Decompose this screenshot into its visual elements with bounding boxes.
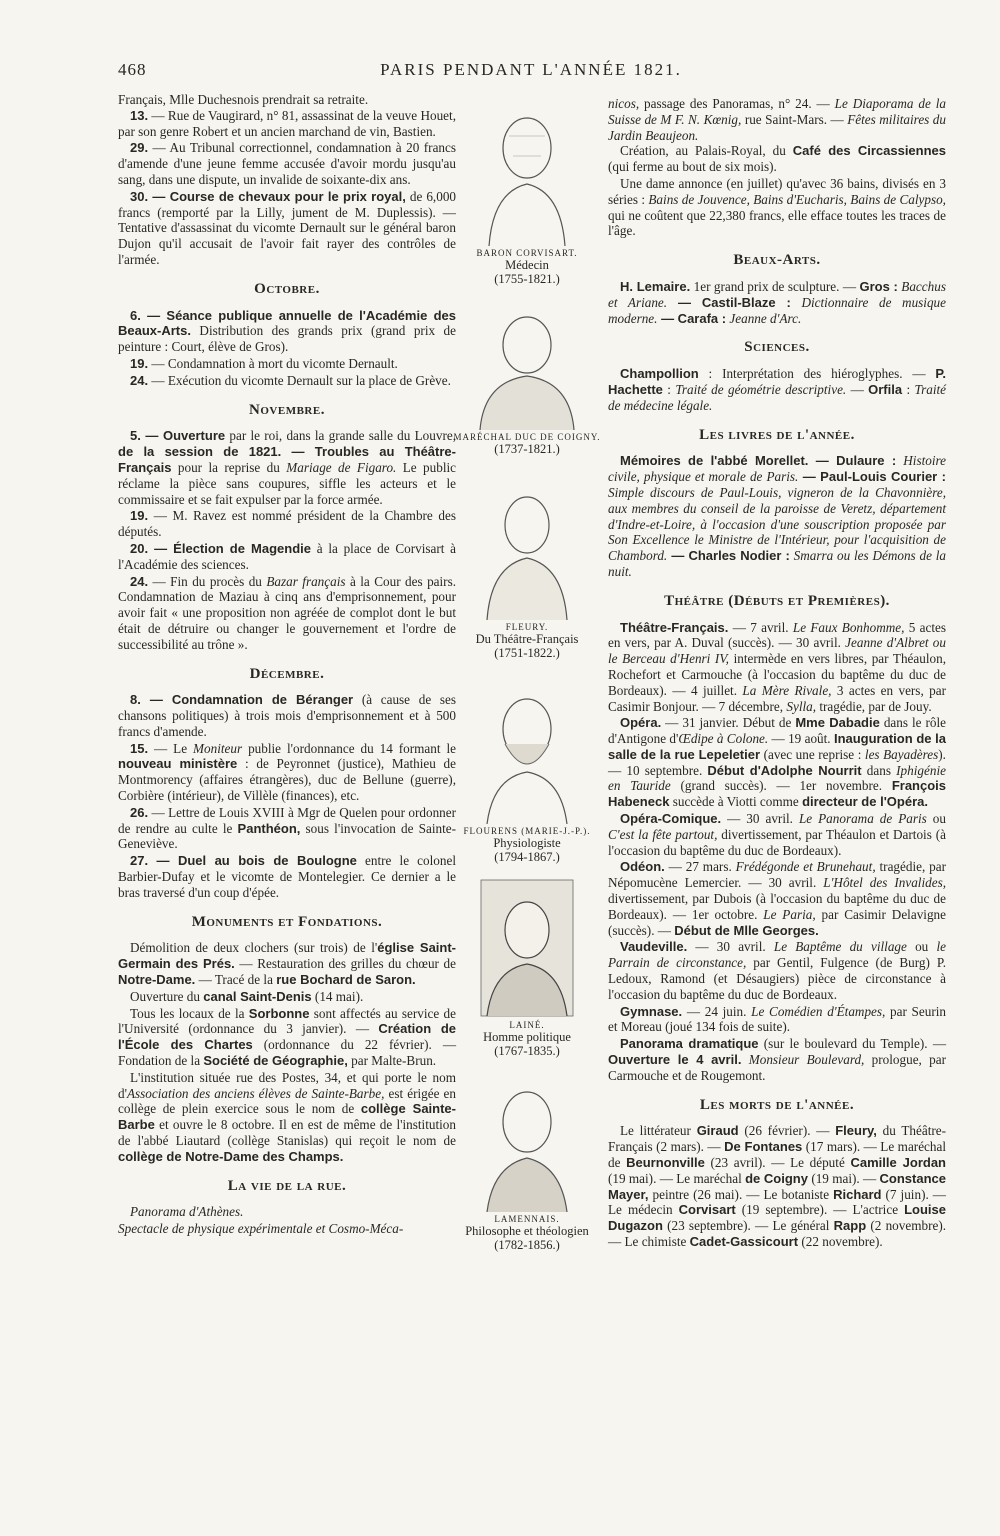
entry-text: 3 actes en vers, par Casimir Bonjour. — 7 décembre, [608, 682, 946, 714]
entry-bold: Café des Circassiennes [792, 143, 947, 159]
portrait-role: Homme politique [483, 1030, 571, 1044]
portrait [452, 674, 602, 864]
entry-bold: — Castil-Blaze : [667, 294, 791, 310]
entry: Panorama d'Athènes. [130, 1204, 244, 1220]
portrait-dates: (1755-1821.) [494, 272, 560, 286]
entry-italic: Le Faux Bonhomme, [792, 619, 905, 635]
left-column [118, 92, 456, 1237]
portrait-dates: (1782-1856.) [494, 1238, 560, 1252]
entry-text: par Malte-Brun. [347, 1053, 437, 1069]
entry-text: Démolition de deux clochers (sur trois) de l' [130, 940, 378, 956]
entry [608, 176, 946, 239]
entry [608, 96, 946, 143]
entry-text: dans le rôle d'Antigone d' [608, 715, 946, 747]
entry-bold: François Habeneck [608, 778, 947, 810]
entry-text: (avec une reprise : [760, 746, 865, 762]
entry-italic: Moniteur [193, 740, 243, 756]
entry-bold: Louise Dugazon [608, 1202, 946, 1234]
entry [608, 811, 946, 858]
portrait-role: Du Théâtre-Français [475, 632, 579, 646]
entry-text: est érigée en collège de plein exercice sous le nom de [118, 1085, 456, 1117]
entry-text: (23 septembre). — Le général [662, 1218, 834, 1234]
entry-date: 30. [130, 188, 149, 204]
portrait [452, 470, 602, 660]
entry-date: 15. [130, 740, 149, 756]
entry [118, 692, 456, 739]
entry-text: — [846, 381, 869, 397]
entry-italic: La Mère Rivale, [742, 682, 832, 698]
entry-bold: — Ouverture [140, 428, 226, 444]
entry-italic: Le Comédien d'Étampes, [751, 1003, 886, 1019]
entry [118, 108, 456, 140]
entry-text: (qui ferme au bout de six mois). [608, 159, 777, 175]
entry-date: 26. [130, 804, 149, 820]
page-number: 468 [118, 60, 147, 79]
portrait-dates: (1737-1821.) [494, 442, 560, 456]
entry-bold: Opéra. [620, 715, 662, 731]
entry-bold: Panthéon, [237, 820, 301, 836]
entry [608, 143, 946, 175]
entry [118, 853, 456, 900]
entry [118, 428, 456, 507]
entry-text: qui ne coûtent que 22,380 francs, elle efface toutes les traces de l'âge. [608, 207, 946, 239]
section-heading-beaux-arts: Beaux-Arts. [733, 252, 821, 269]
entry [608, 453, 946, 579]
entry-italic: Œdipe à Colone. [678, 731, 769, 747]
entry-text: par Seurin et Moreau (joué 134 fois de suite). [608, 1003, 946, 1035]
entry-text: par Casimir Delavigne (succès). — [608, 906, 946, 938]
entry-text: (26 février). — [738, 1123, 836, 1139]
entry-bold: — Élection de Magendie [148, 540, 311, 556]
entry-bold: Début d'Adolphe Nourrit [707, 762, 862, 778]
entry-text: (23 avril). — Le député [704, 1155, 851, 1171]
entry-italic: Jeanne d'Albret ou le Berceau d'Henri IV, [608, 635, 946, 667]
entry-text: — Rue de Vaugirard, n° 81, assassinat de la veuve Houet, par son genre Robert et un ancien marchand de vin, Bastien. [118, 107, 456, 139]
section-heading-novembre: Novembre. [249, 401, 325, 418]
entry-text: — Restauration des grilles du chœur de [234, 956, 456, 972]
entry-bold: directeur de l'Opéra. [802, 794, 928, 810]
entry [118, 805, 456, 852]
entry-italic: Simple discours de Paul-Louis, vigneron de la Chavonnière, aux membres du conseil de la paroisse de Veretz, département d'Indre-et-Loire, à l'occasion d'une souscription proposée par Son Excellence le Ministre de l'Intérieur, pour l'acquisition de Chambord. [608, 484, 946, 564]
section-heading-theatre: Théâtre (Débuts et Premières). [664, 592, 890, 609]
entry-italic: Jeanne d'Arc. [726, 310, 802, 326]
entry-text: (7 juin). — Le médecin [608, 1186, 946, 1218]
entry-bold: de la session de 1821. — Troubles au Théâtre-Français [118, 444, 456, 475]
portrait-engraving [477, 674, 577, 824]
entry-text: ou [926, 811, 946, 827]
entry-text: : [662, 381, 676, 397]
entry-bold: Notre-Dame. [118, 972, 196, 988]
entry-text: — 19 août. [768, 731, 834, 747]
entry [608, 1004, 946, 1036]
entry-text: — Tracé de la [195, 972, 277, 988]
portrait-role: Philosophe et théologien [465, 1224, 589, 1238]
portrait-engraving [472, 300, 582, 430]
entry-bold: — Condamnation de Béranger [140, 692, 354, 708]
entry-bold: Société de Géographie, [203, 1053, 348, 1069]
entry-text: Tous les locaux de la [130, 1005, 249, 1021]
entry-bold: Constance Mayer, [608, 1170, 946, 1202]
portrait [452, 300, 602, 456]
entry-date: 24. [130, 573, 149, 589]
entry-text: sous l'invocation de Sainte-Geneviève. [118, 820, 457, 852]
entry-text: du Théâtre-Français (2 mars). — [608, 1123, 947, 1155]
entry-text: ). — 10 septembre. [608, 746, 946, 778]
entry-date: 27. [130, 853, 149, 869]
section-heading-sciences: Sciences. [744, 339, 810, 356]
portrait [452, 878, 602, 1058]
entry-italic: Histoire civile, physique et morale de Paris. [608, 453, 946, 485]
entry-text: Distribution des grands prix (grand prix de peinture : Court, élève de Gros). [118, 323, 456, 355]
entry-italic: Le Diaporama de la Suisse de M F. N. Kœnig, [608, 96, 946, 127]
entry-text: — M. Ravez est nommé président de la Chambre des députés. [118, 508, 456, 540]
entry-bold: Beurnonville [626, 1155, 705, 1171]
entry-bold: nouveau ministère [118, 756, 238, 772]
entry-bold: — Course de chevaux pour le prix royal, [148, 188, 406, 204]
entry-bold: — Charles Nodier : [667, 548, 790, 564]
entry [608, 366, 946, 413]
entry-text: intermède en vers libres, par Théaulon, Rochefort et Carmouche (à l'occasion du baptême du duc de Bordeaux). — 4 juillet. [608, 651, 947, 698]
entry-bold: — Duel au bois de Boulogne [148, 853, 357, 869]
entry-bold: Odéon. [620, 859, 665, 875]
entry-italic: Frédégonde et Brunehaut, [735, 859, 876, 875]
entry-date: 19. [130, 355, 149, 371]
portrait-role: Physiologiste [493, 836, 561, 850]
entry [608, 279, 946, 326]
entry [118, 940, 456, 987]
right-column [608, 96, 946, 1251]
entry-bold: Mémoires de l'abbé Morellet. — Dulaure : [620, 453, 897, 469]
entry-text: (19 mai). — [807, 1170, 880, 1186]
entry-bold: Cadet-Gassicourt [689, 1234, 799, 1249]
section-heading-monuments: Monuments et Fondations. [191, 913, 383, 930]
entry [118, 574, 456, 653]
entry [118, 373, 456, 389]
entry-italic: Le Baptême du village [773, 939, 907, 955]
entry-bold: Fleury, [835, 1123, 877, 1139]
entry [118, 356, 456, 372]
portrait-engraving [477, 1072, 577, 1212]
entry-bold: — Paul-Louis Courier : [798, 469, 946, 485]
entry-bold: Rapp [833, 1218, 867, 1234]
entry-bold: H. Lemaire. [620, 278, 691, 294]
entry-bold: — Séance publique annuelle de l'Académie des Beaux-Arts. [118, 307, 456, 339]
entry-bold: Panorama dramatique [620, 1036, 759, 1052]
entry-bold: Orfila [868, 381, 903, 397]
section-heading-decembre: Décembre. [249, 665, 325, 682]
entry-bold: Corvisart [678, 1202, 736, 1218]
entry [118, 1006, 456, 1069]
entry-text: — 30 avril. [687, 939, 774, 955]
entry-bold: P. Hachette [608, 366, 946, 397]
entry-italic: Dictionnaire de musique moderne. [608, 294, 947, 326]
entry-text: succède à Viotti comme [669, 794, 803, 810]
entry-text: — Exécution du vicomte Dernault sur la place de Grève. [148, 372, 451, 388]
portrait-engraving [479, 96, 575, 246]
entry-text: Création, au Palais-Royal, du [620, 143, 793, 159]
entry-text: Le littérateur [620, 1123, 697, 1139]
entry-text: : [902, 381, 915, 397]
entry-italic: Smarra ou les Démons de la nuit. [608, 548, 946, 579]
entry-bold: Opéra-Comique. [620, 811, 722, 827]
entry [608, 939, 946, 1002]
entry-bold: Gros : [859, 278, 898, 294]
entry-bold: — Carafa : [657, 310, 727, 326]
entry-text: (à cause de ses chansons politiques) à trois mois d'emprisonnement et à 500 francs d'amende. [118, 692, 456, 739]
entry [118, 189, 456, 268]
entry-italic: Bazar français [266, 573, 346, 589]
portrait-column [452, 96, 602, 1266]
entry-bold: Richard [833, 1186, 882, 1202]
portrait [452, 1072, 602, 1252]
portrait-dates: (1751-1822.) [494, 646, 560, 660]
entry-text: 1er grand prix de sculpture. — [690, 278, 860, 294]
entry-text: par Gentil, Fulgence (de Burg) P. Ledoux, Ramond (et Désaugiers) pièce de circonstance à l'occasion du baptême du duc de Bordeaux. [608, 955, 946, 1002]
entry-text: — Condamnation à mort du vicomte Dernault. [148, 355, 398, 371]
portrait-name: FLOURENS (MARIE-J.-P.). [463, 826, 591, 836]
page-header [118, 60, 944, 84]
entry-text: entre le colonel Barbier-Dufay et le vicomte de Montelegier. Ce dernier a le bras traversé d'un coup d'épée. [118, 853, 456, 900]
entry-bold: Mme Dabadie [795, 715, 880, 731]
entry-text: (sur le boulevard du Temple). — [758, 1036, 947, 1052]
entry-text: — 24 juin. [682, 1003, 752, 1019]
entry-text: (17 mars). — Le maréchal de [608, 1139, 947, 1171]
entry-text: publie l'ordonnance du 14 formant le [242, 740, 456, 756]
entry-bold: Inauguration de la salle de la rue Lepeletier [608, 731, 946, 762]
entry-text: ou [906, 939, 937, 955]
entry-text: dans [861, 762, 897, 778]
entry-text: — 27 mars. [664, 859, 736, 875]
entry-text: (grand succès). — 1er novembre. [670, 778, 892, 794]
entry-text: prologue, par Carmouche et de Rougemont. [608, 1052, 946, 1083]
entry-italic: Le Panorama de Paris [798, 811, 927, 827]
entry-bold: De Fontanes [724, 1139, 803, 1155]
entry-italic: Sylla, [786, 698, 817, 714]
entry-bold: église Saint-Germain des Prés. [118, 940, 457, 972]
entry-text: pour la reprise du [171, 459, 287, 475]
entry-date: 8. [130, 692, 141, 708]
section-heading-rue: La vie de la rue. [227, 1177, 347, 1194]
entry-bold: Gymnase. [620, 1003, 683, 1019]
entry-text: à la Cour des pairs. Condamnation de Maziau à cinq ans d'emprisonnement, pour avoir fait « une proposition non agréée de complot dont le but était de détruire ou changer le gouvernement et l'ordre de successibilité au trône ». [118, 573, 456, 652]
entry-italic: Fêtes militaires du Jardin Beaujeon. [608, 111, 946, 143]
entry-text: par le roi, dans la grande salle du Louvre, [225, 428, 457, 444]
entry-text: (22 novembre). [798, 1234, 883, 1249]
entry-bold: Sorbonne [248, 1005, 310, 1021]
portrait-engraving [479, 878, 575, 1018]
entry-text: passage des Panoramas, n° 24. — [639, 96, 835, 111]
entry-bold: Champollion [620, 366, 699, 382]
entry-text: — Au Tribunal correctionnel, condamnation à 20 francs d'amende d'une jeune femme accusée d'avoir mordu jusqu'au sang, dans une dispute, un invalide de soixante-dix ans. [118, 140, 456, 187]
entry-text: divertissement, par Dubois (à l'occasion du baptême du duc de Bordeaux). — 1er octobre. [608, 891, 946, 922]
entry-text: à la place de Corvisart à l'Académie des sciences. [118, 540, 456, 572]
entry-italic: Bains de Jouvence, Bains d'Eucharis, Bains de Calypso, [648, 191, 946, 207]
entry-italic: les Bayadères [864, 746, 939, 762]
section-heading-octobre: Octobre. [254, 280, 320, 297]
entry-bold: Giraud [696, 1123, 739, 1139]
entry-bold: de Coigny [745, 1170, 808, 1186]
entry-date: 24. [130, 372, 149, 388]
entry-text: — 30 avril. [721, 811, 799, 827]
entry [608, 1123, 946, 1249]
paragraph: Français, Mlle Duchesnois prendrait sa retraite. [118, 92, 369, 107]
entry-date: 6. [130, 307, 141, 323]
entry [608, 859, 946, 938]
portrait-dates: (1794-1867.) [494, 850, 560, 864]
entry-text: (ordonnance du 22 février). — Fondation de la [118, 1037, 457, 1069]
entry-bold: Ouverture le 4 avril. [608, 1052, 742, 1068]
entry-text: — 31 janvier. Début de [661, 715, 796, 731]
entry-text: : Interprétation des hiéroglyphes. — [698, 366, 936, 382]
portrait-engraving [477, 470, 577, 620]
entry [118, 308, 456, 355]
entry-text: — Le [148, 740, 194, 756]
entry-italic: Association des anciens élèves de Sainte-Barbe, [126, 1085, 385, 1101]
entry-bold: Camille Jordan [850, 1155, 947, 1171]
entry-text: 5 actes en vers, par A. Duval (succès). — 30 avril. [608, 619, 946, 651]
entry-italic: le Parrain de circonstance, [608, 939, 946, 971]
entry-text: (14 mai). [311, 988, 364, 1004]
entry-text: Ouverture du [130, 988, 204, 1004]
section-heading-livres: Les livres de l'année. [699, 426, 855, 443]
entry-date: 20. [130, 540, 149, 556]
entry-text: (2 novembre). — Le chimiste [608, 1218, 947, 1249]
entry-text: tragédie, par Népomucène Lemercier. — 30 avril. [608, 859, 946, 891]
entry [118, 508, 456, 540]
entry [118, 989, 456, 1005]
portrait-name: BARON CORVISART. [476, 248, 578, 258]
entry [608, 620, 946, 715]
entry: Spectacle de physique expérimentale et Cosmo-Méca- [118, 1221, 404, 1237]
entry-bold: rue Bochard de Saron. [276, 972, 416, 988]
portrait [452, 96, 602, 286]
portrait-name: MARÉCHAL DUC DE COIGNY. [453, 432, 601, 442]
entry-text: rue Saint-Mars. — [741, 111, 848, 127]
portrait-name: LAMENNAIS. [494, 1214, 560, 1224]
entry-text: Une dame annonce (en juillet) qu'avec 36 bains, divisés en 3 séries : [608, 175, 946, 207]
entry-text: de 6,000 francs (remporté par la Lilly, jument de M. Duplessis). — Tentative d'assassinat du vicomte Dernault sur le général baron Dujon qu'il accusait de l'avoir fait rayer des contrôles de l'armée. [118, 188, 457, 267]
entry-text: (19 septembre). — L'actrice [735, 1202, 905, 1218]
entry-bold: Théâtre-Français. [620, 619, 729, 635]
entry [118, 541, 456, 573]
entry-text: — Fin du procès du [148, 573, 267, 589]
entry-italic: Le Paria, [763, 906, 816, 922]
entry [118, 1070, 456, 1165]
entry-date: 5. [130, 428, 141, 444]
entry-text: divertissement, par Théaulon et Dartois (à l'occasion du baptême du duc de Bordeaux). [608, 826, 946, 858]
entry-bold: Création de l'École des Chartes [118, 1021, 456, 1053]
entry [608, 1036, 946, 1083]
entry-text: sont affectés au service de l'Université (ordonnance du 3 janvier). — [118, 1005, 456, 1037]
entry-italic: Iphigénie en Tauride [608, 762, 946, 794]
entry-italic: Mariage de Figaro. [286, 459, 397, 475]
entry-text: peintre (26 mai). — Le botaniste [648, 1186, 834, 1202]
portrait-name: LAINÉ. [509, 1020, 545, 1030]
portrait-dates: (1767-1835.) [494, 1044, 560, 1058]
entry-bold: canal Saint-Denis [203, 988, 312, 1004]
entry-text: (19 mai). — Le maréchal [608, 1170, 746, 1186]
entry-bold: Vaudeville. [620, 939, 688, 955]
entry-text: : de Peyronnet (justice), Mathieu de Montmorency (affaires étrangères), duc de Bellune (guerre), Corbière (intérieur), de Villèle (finances), etc. [118, 756, 456, 804]
entry-date: 19. [130, 508, 149, 524]
entry-bold: Début de Mlle Georges. [674, 922, 819, 938]
entry-text: — 7 avril. [728, 619, 793, 635]
entry-bold: collège de Notre-Dame des Champs. [118, 1148, 344, 1164]
section-heading-morts: Les morts de l'année. [699, 1096, 855, 1113]
entry-italic: Traité de géométrie descriptive. [675, 381, 847, 397]
entry-text: et ouvre le 8 octobre. Il en est de même de l'institution de l'abbé Liautard (collège Stanislas) qui reçoit le nom de [118, 1117, 456, 1149]
entry-text: — Lettre de Louis XVIII à Mgr de Quelen pour ordonner de rendre au culte le [118, 804, 456, 836]
entry-date: 29. [130, 140, 149, 156]
entry-italic: Bacchus et Ariane. [608, 278, 946, 310]
entry-text: L'institution située rue des Postes, 34, et qui porte le nom d' [118, 1069, 456, 1101]
portrait-role: Médecin [505, 258, 549, 272]
entry [118, 741, 456, 804]
entry-italic: L'Hôtel des Invalides, [823, 875, 946, 891]
entry-bold: collège Sainte-Barbe [118, 1101, 456, 1133]
portrait-name: FLEURY. [505, 622, 549, 632]
entry-text: Le public réclame la pièce sans coupures, siffle les acteurs et le commissaire et se fait expulser par la force armée. [118, 459, 457, 507]
entry-text: tragédie, par de Jouy. [816, 698, 932, 714]
entry-italic: nicos, [608, 96, 640, 111]
entry-italic: Traité de médecine légale. [608, 381, 947, 413]
entry-italic: C'est la fête partout, [608, 826, 718, 842]
entry [118, 140, 456, 187]
entry [608, 715, 946, 810]
running-title: PARIS PENDANT L'ANNÉE 1821. [380, 60, 682, 79]
entry-italic: Monsieur Boulevard, [741, 1052, 865, 1068]
entry-date: 13. [130, 107, 149, 123]
